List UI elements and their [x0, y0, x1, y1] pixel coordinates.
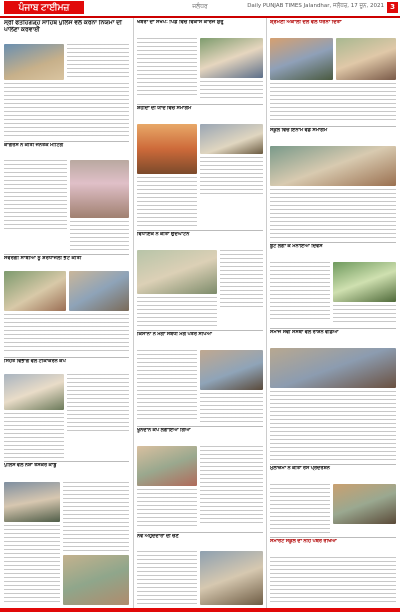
headline: ਸਮਾਰਟ ਸਕੂਲ ਦਾ ਨੀਂਹ ਪੱਥਰ ਰੱਖਿਆ — [270, 539, 337, 544]
story-14 — [270, 244, 396, 260]
text-block — [270, 391, 396, 461]
divider — [270, 537, 396, 538]
story-photo — [200, 124, 263, 154]
headline: ਪੁਲਿਸ ਵੱਲੋਂ ਨਸ਼ਾ ਤਸਕਰ ਕਾਬੂ — [4, 463, 57, 468]
story-photo — [336, 38, 396, 80]
text-block — [4, 525, 60, 605]
story-3 — [4, 256, 130, 270]
headline: ਸਿਹਤ ਵਿਭਾਗ ਵੱਲੋਂ ਟੀਕਾਕਰਨ ਕੈਂਪ — [4, 359, 66, 364]
story-photo — [69, 271, 129, 311]
text-block — [137, 297, 217, 327]
page-section: ਜਲੰਧਰ — [192, 3, 208, 10]
headline: ਸ਼੍ਰੋਮਣੀ ਅਕਾਲੀ ਦਲ ਵੱਲੋਂ ਧਰਨਾ ਦਿੱਤਾ — [270, 20, 342, 25]
text-block — [270, 189, 396, 239]
story-17 — [270, 539, 396, 555]
story-7 — [137, 106, 263, 122]
text-block — [220, 250, 263, 310]
column-rule — [266, 18, 267, 608]
story-4 — [4, 359, 130, 373]
text-block — [63, 482, 129, 552]
headline: ਕਿਸਾਨਾਂ ਨੇ ਮੰਗਾਂ ਸਬੰਧੀ ਮੰਗ ਪੱਤਰ ਸੌਂਪਿਆ — [137, 332, 212, 337]
headline: ਸ਼ਹੀਦਾਂ ਦੀ ਯਾਦ ਵਿੱਚ ਸਮਾਗਮ — [137, 106, 192, 111]
story-photo — [200, 551, 263, 605]
group-photo — [270, 146, 396, 186]
text-block — [70, 221, 129, 251]
headline: ਖਬਰਾਂ ਦਾ ਸੰਖੇਪ: ਪਿੰਡ ਵਿੱਚ ਵਿਕਾਸ ਕਾਰਜ ਸ਼ੁਰੂ — [137, 20, 224, 25]
story-photo — [137, 124, 197, 174]
divider — [4, 141, 129, 142]
story-photo — [63, 555, 129, 605]
story-photo — [270, 38, 333, 80]
divider — [137, 426, 263, 427]
text-block — [270, 83, 396, 123]
headline: ਕਾਂਗਰਸ ਨੇ ਕੀਤੀ ਜਨਤਕ ਮੀਟਿੰਗ — [4, 143, 64, 148]
newspaper-name: ਪੰਜਾਬ ਟਾਈਮਜ਼ — [4, 1, 84, 14]
divider — [270, 126, 396, 127]
story-photo — [4, 374, 64, 410]
divider — [270, 328, 396, 329]
divider — [137, 330, 263, 331]
text-block — [333, 305, 396, 325]
text-block — [137, 350, 197, 420]
headline: ਸ੍ਰੀ ਫਤਹਿਗੜ੍ਹ ਸਾਹਿਬ ਪੁਲਿਸ ਵੱਲੋਂ ਕੋਰੋਨਾ ਨਿਯਮਾਂ ਦੀ ਪਾਲਣਾ ਕਰਵਾਈ — [4, 20, 122, 33]
story-photo — [4, 44, 64, 80]
story-photo — [4, 271, 66, 311]
story-2 — [4, 143, 130, 159]
text-block — [270, 484, 330, 534]
text-block — [67, 374, 129, 434]
masthead — [0, 0, 400, 18]
text-block — [137, 177, 197, 227]
headline: ਨਵੇਂ ਅਹੁਦੇਦਾਰਾਂ ਦੀ ਚੋਣ — [137, 534, 179, 539]
column-rule — [133, 18, 134, 608]
story-photo — [200, 38, 263, 78]
story-11 — [137, 534, 263, 550]
story-13 — [270, 128, 396, 144]
story-5 — [4, 463, 130, 481]
text-block — [4, 413, 64, 458]
story-12 — [270, 20, 396, 36]
text-block — [4, 160, 67, 230]
text-block — [137, 551, 197, 606]
divider — [137, 104, 263, 105]
text-block — [270, 262, 330, 322]
divider — [270, 242, 396, 243]
story-6 — [137, 20, 263, 36]
headline: ਸਕੂਲ ਵਿੱਚ ਇਨਾਮ ਵੰਡ ਸਮਾਗਮ — [270, 128, 328, 133]
text-block — [200, 446, 263, 526]
story-8 — [137, 232, 263, 248]
dateline: Daily PUNJAB TIMES Jalandhar, ਜਲੰਧਰ, 17 ਜੂਨ, 2021 — [247, 3, 384, 9]
divider — [4, 461, 129, 462]
text-block — [67, 44, 129, 80]
footer-bar — [0, 608, 400, 612]
story-photo — [333, 262, 396, 302]
text-block — [200, 393, 263, 423]
text-block — [270, 557, 396, 605]
headline: ਸਵਰਗੀ ਸਾਥੀਆਂ ਨੂੰ ਸ਼ਰਧਾਂਜਲੀ ਭੇਟ ਕੀਤੀ — [4, 256, 82, 261]
text-block — [4, 314, 129, 354]
divider — [137, 532, 263, 533]
story-9 — [137, 332, 263, 348]
text-block — [137, 38, 197, 98]
story-16 — [270, 466, 396, 482]
story-photo — [333, 484, 396, 524]
divider — [270, 464, 396, 465]
text-block — [200, 157, 263, 197]
page-number: 3 — [387, 2, 398, 13]
headline: ਖੂਨਦਾਨ ਕੈਂਪ ਲਗਾਇਆ ਗਿਆ — [137, 428, 191, 433]
text-block — [4, 83, 129, 138]
divider — [137, 230, 263, 231]
portrait-photo — [70, 160, 129, 218]
divider — [4, 254, 129, 255]
story-photo — [137, 446, 197, 486]
story-photo — [4, 482, 60, 522]
story-photo — [200, 350, 263, 390]
headline: ਵਿਧਾਇਕ ਨੇ ਕੀਤਾ ਉਦਘਾਟਨ — [137, 232, 190, 237]
text-block — [200, 81, 263, 101]
story-10 — [137, 428, 263, 444]
group-photo — [270, 348, 396, 388]
story-15 — [270, 330, 396, 346]
headline: ਮੁਲਾਜ਼ਮਾਂ ਨੇ ਕੀਤਾ ਰੋਸ ਪ੍ਰਦਰਸ਼ਨ — [270, 466, 330, 471]
divider — [4, 357, 129, 358]
headline: ਸਮਾਜ ਸੇਵੀ ਸੰਸਥਾ ਵੱਲੋਂ ਰਾਸ਼ਨ ਵੰਡਿਆ — [270, 330, 339, 335]
text-block — [137, 489, 197, 529]
headline: ਬੂਟੇ ਲਗਾ ਕੇ ਮਨਾਇਆ ਦਿਵਸ — [270, 244, 323, 249]
story-photo — [137, 250, 217, 294]
